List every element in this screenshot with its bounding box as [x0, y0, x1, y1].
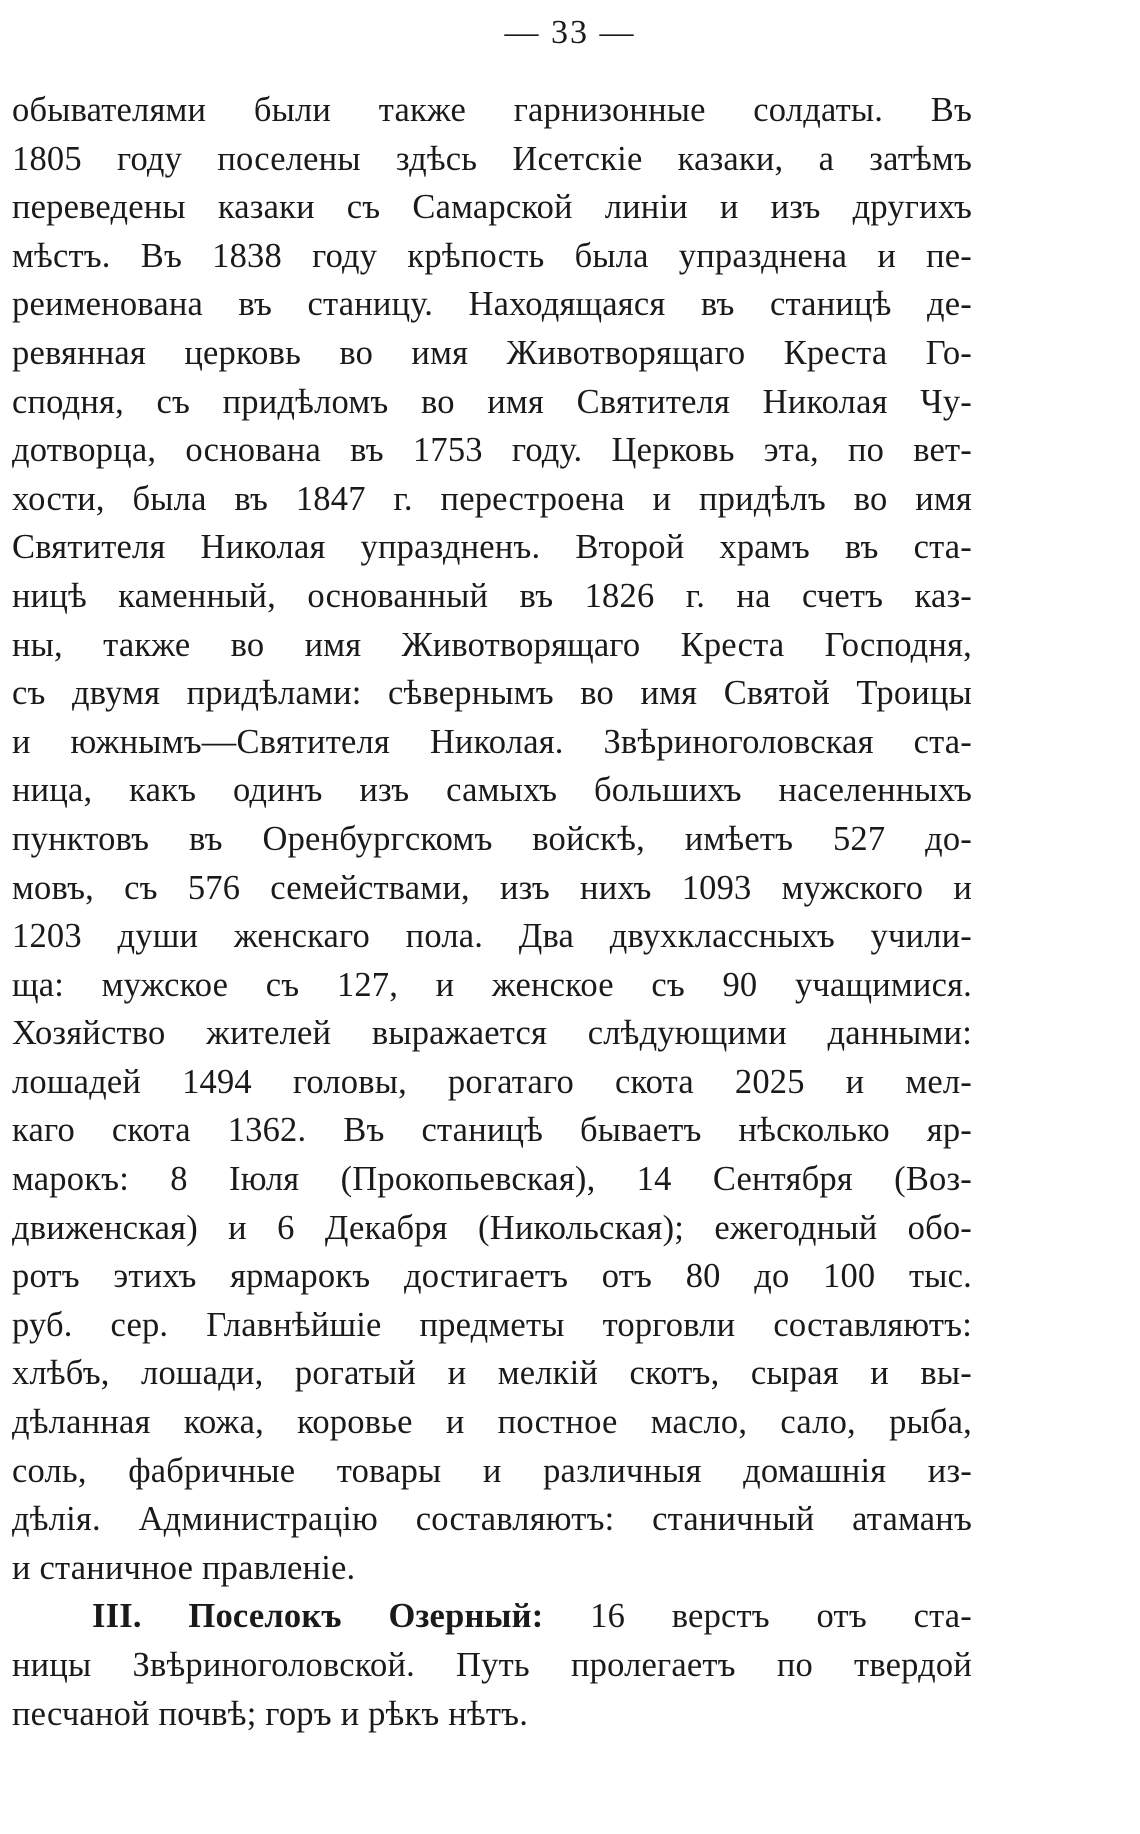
text-line: пунктовъ въ Оренбургскомъ войскѣ, имѣетъ 527 до-	[12, 819, 972, 858]
text-line: Святителя Николая упраздненъ. Второй храмъ въ ста-	[12, 528, 972, 567]
paragraph-section-iii	[12, 1592, 972, 1738]
text-line: движенская) и 6 Декабря (Никольская); ежегодный обо-	[12, 1208, 972, 1247]
text-line: лошадей 1494 головы, рогатаго скота 2025 и мел-	[12, 1062, 972, 1101]
text-line: 1203 души женскаго пола. Два двухклассныхъ учили-	[12, 917, 972, 956]
text-line: ницы Звѣриноголовской. Путь пролегаетъ по твердой	[12, 1646, 972, 1684]
section-heading-rest: 16 верстъ отъ ста-	[590, 1597, 972, 1636]
text-line: мовъ, съ 576 семействами, изъ нихъ 1093 мужского и	[12, 868, 972, 907]
text-line: марокъ: 8 Іюля (Прокопьевская), 14 Сентября (Воз-	[12, 1160, 972, 1199]
text-line: сподня, съ придѣломъ во имя Святителя Николая Чу-	[12, 382, 972, 421]
text-line: переведены казаки съ Самарской линіи и изъ другихъ	[12, 188, 972, 227]
text-line: мѣстъ. Въ 1838 году крѣпость была упразднена и пе-	[12, 236, 972, 275]
text-line: ницѣ каменный, основанный въ 1826 г. на счетъ каз-	[12, 576, 972, 615]
section-heading: III. Поселокъ Озерный:	[92, 1597, 544, 1636]
text-line: и южнымъ—Святителя Николая. Звѣриноголовская ста-	[12, 722, 972, 761]
page-number: — 33 —	[504, 14, 636, 51]
text-line: соль, фабричные товары и различныя домашнія из-	[12, 1451, 972, 1490]
text-line: дотворца, основана въ 1753 году. Церковь эта, по вет-	[12, 431, 972, 470]
section-first-line	[12, 1592, 972, 1641]
text-line: руб. сер. Главнѣйшіе предметы торговли составляютъ:	[12, 1305, 972, 1344]
text-line: ща: мужское съ 127, и женское съ 90 учащимися.	[12, 965, 972, 1004]
text-line: дѣланная кожа, коровье и постное масло, сало, рыба,	[12, 1403, 972, 1442]
body-text	[12, 86, 972, 1738]
text-line: 1805 году поселены здѣсь Исетскіе казаки, а затѣмъ	[12, 139, 972, 178]
text-line: ница, какъ одинъ изъ самыхъ большихъ населенныхъ	[12, 771, 972, 810]
text-line: хлѣбъ, лошади, рогатый и мелкій скотъ, сырая и вы-	[12, 1354, 972, 1393]
text-line: песчаной почвѣ; горъ и рѣкъ нѣтъ.	[12, 1694, 529, 1733]
text-line: ревянная церковь во имя Животворящаго Креста Го-	[12, 333, 972, 372]
paragraph-stanitsa-description	[12, 86, 972, 1592]
text-line: съ двумя придѣлами: сѣвернымъ во имя Святой Троицы	[12, 674, 972, 713]
text-line: ротъ этихъ ярмарокъ достигаетъ отъ 80 до 100 тыс.	[12, 1257, 972, 1296]
text-line: обывателями были также гарнизонные солдаты. Въ	[12, 91, 972, 129]
text-line: хости, была въ 1847 г. перестроена и придѣлъ во имя	[12, 479, 972, 518]
text-line: Хозяйство жителей выражается слѣдующими данными:	[12, 1014, 972, 1053]
text-line: реименована въ станицу. Находящаяся въ станицѣ де-	[12, 285, 972, 324]
text-line: дѣлія. Администрацію составляютъ: станичный атаманъ	[12, 1500, 972, 1539]
text-line: и станичное правленіе.	[12, 1548, 356, 1587]
text-line: ны, также во имя Животворящаго Креста Господня,	[12, 625, 972, 664]
text-line: каго скота 1362. Въ станицѣ бываетъ нѣсколько яр-	[12, 1111, 972, 1150]
